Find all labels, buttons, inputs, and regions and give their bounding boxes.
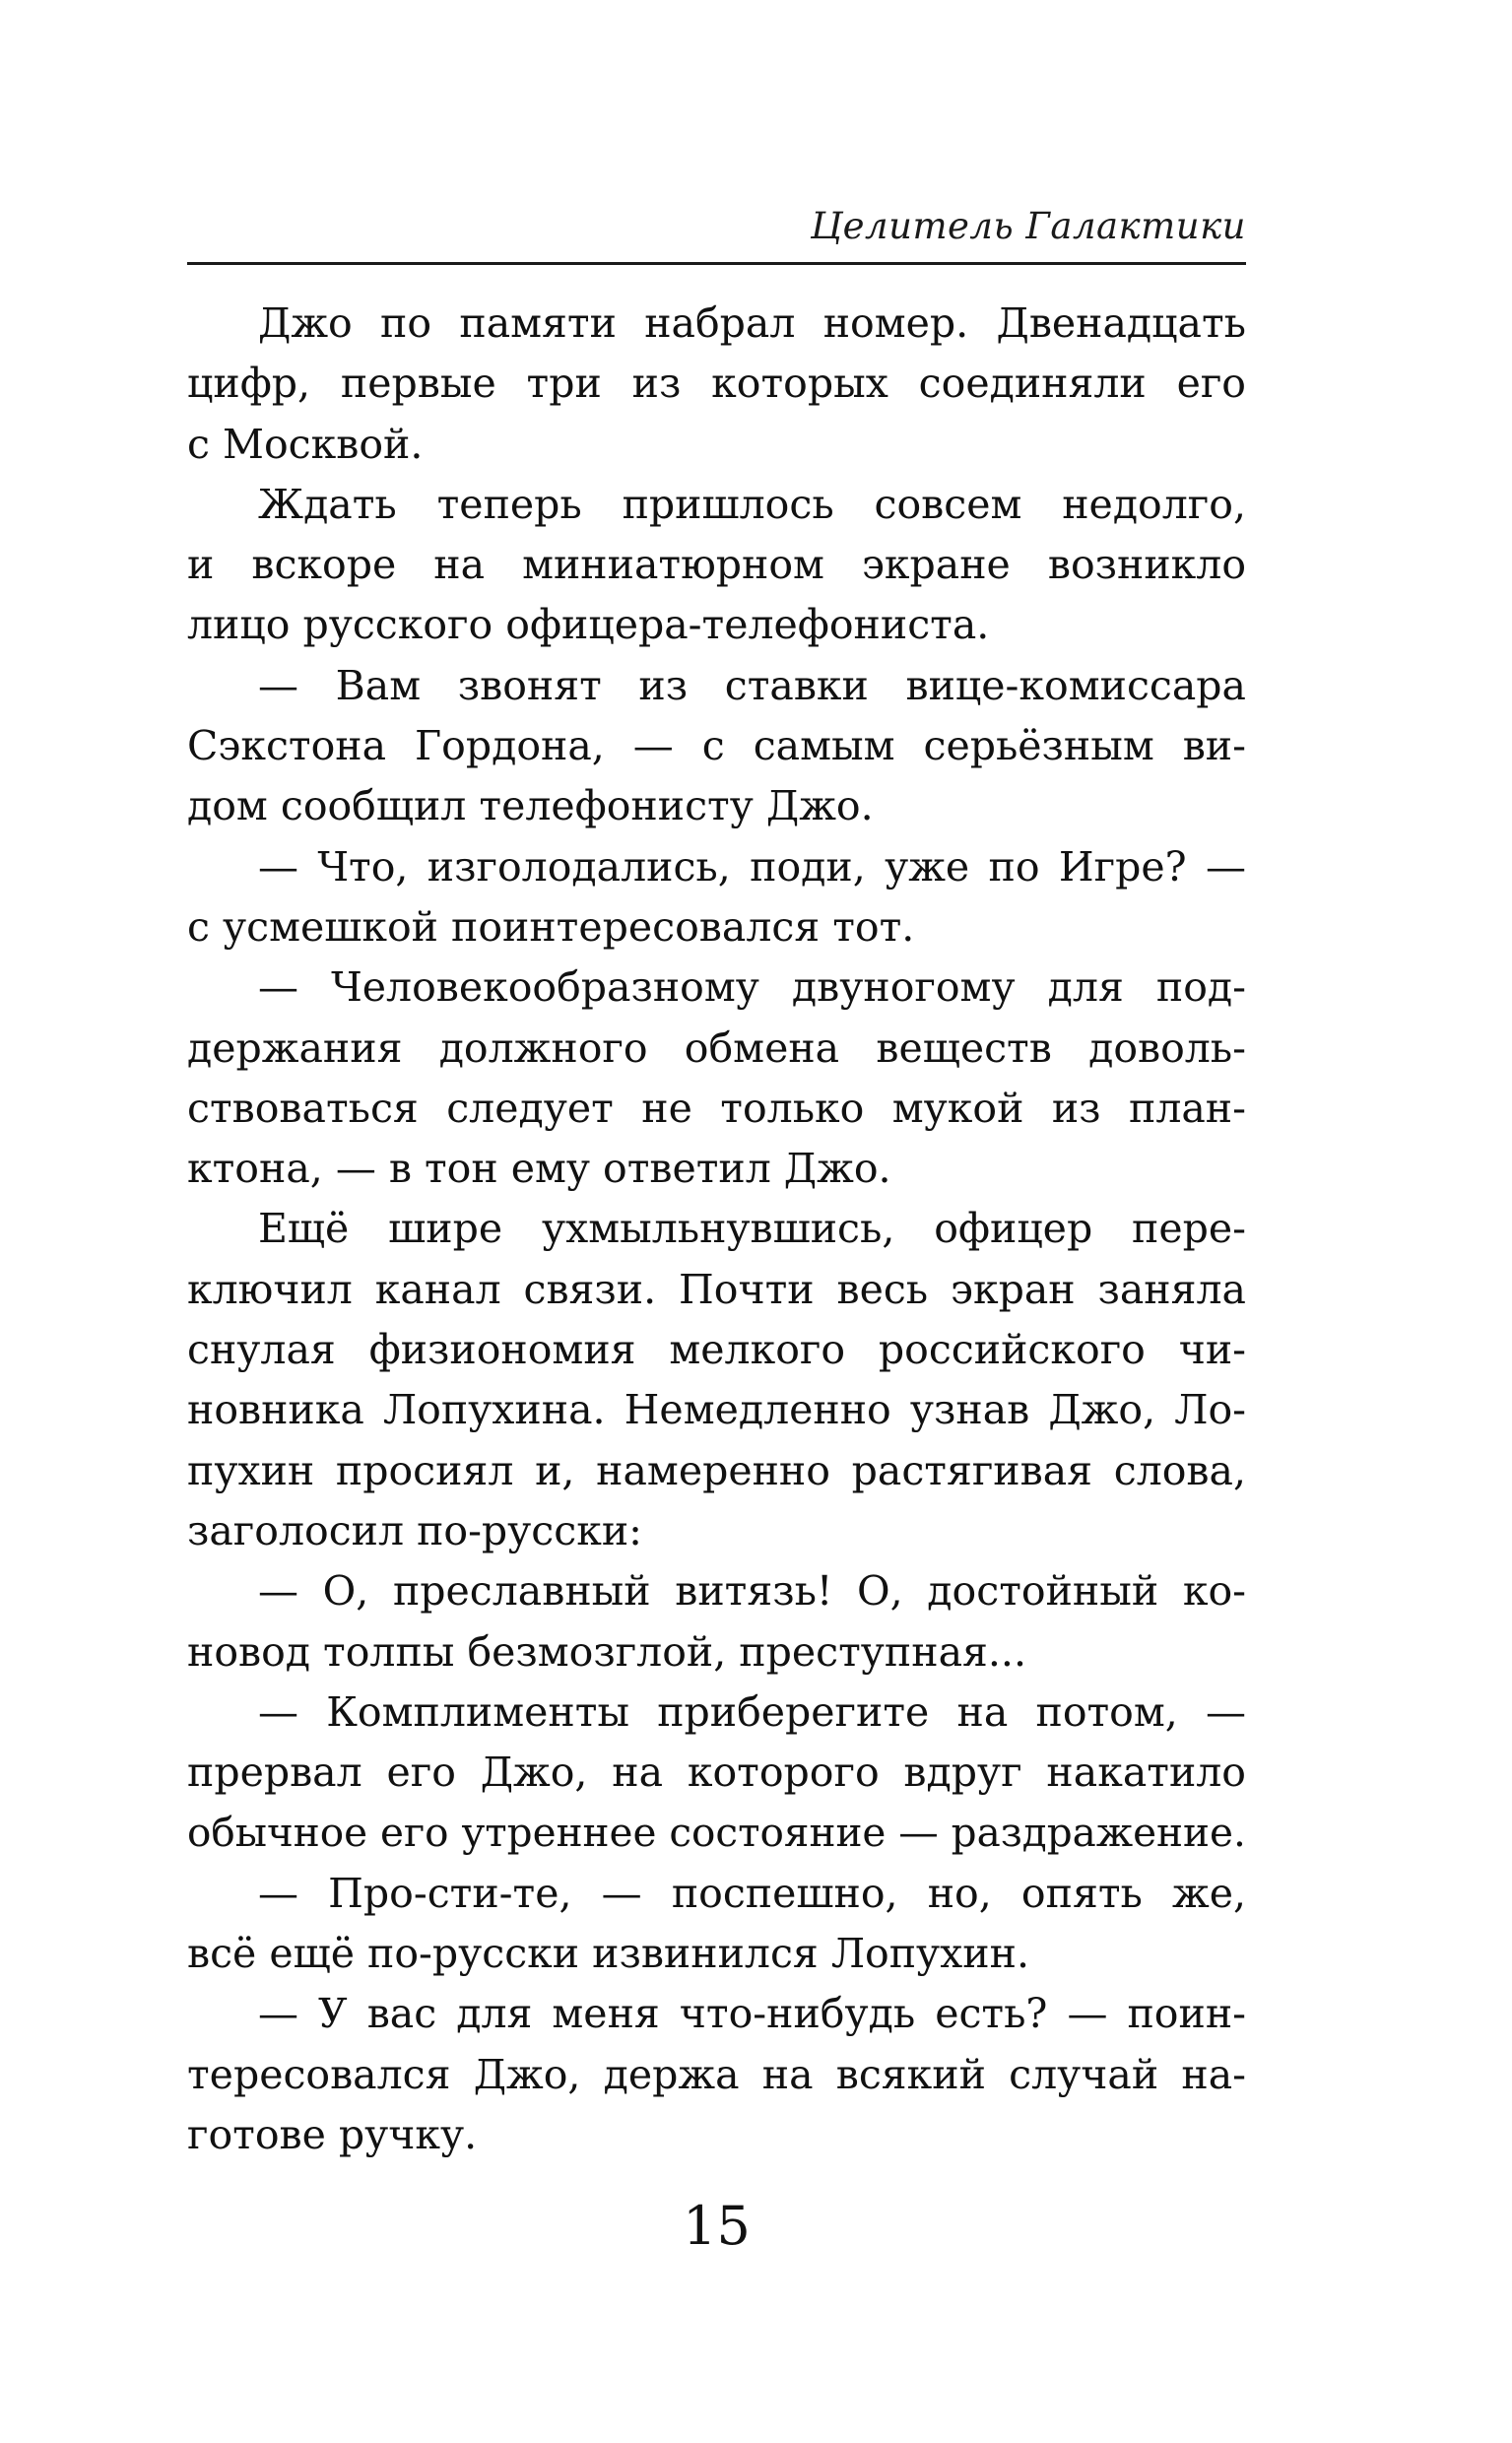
paragraph [187,656,1246,837]
text-line: ктона, — в тон ему ответил Джо. [187,1145,891,1193]
text-line: — Вам звонят из ставки вице-комиссара [258,661,1246,709]
paragraph [187,837,1246,958]
text-line: снулая физиономия мелкого российского чи- [187,1326,1246,1374]
text-line: ключил канал связи. Почти весь экран заняла [187,1265,1246,1313]
text-line: обычное его утреннее состояние — раздражение. [187,1809,1246,1857]
text-line: заголосил по-русски: [187,1506,642,1554]
text-line: — Комплименты приберегите на потом, — [258,1687,1246,1736]
header-rule [187,262,1246,265]
text-line: новод толпы безмозглой, преступная... [187,1627,1026,1676]
text-line: — Что, изголодались, поди, уже по Игре? — [258,842,1246,891]
text-line: и вскоре на миниатюрном экране возникло [187,541,1246,589]
text-line: — О, преславный витязь! О, достойный ко- [258,1567,1246,1616]
paragraph [187,1864,1246,1985]
paragraph [187,294,1246,475]
paragraph [187,1984,1246,2165]
paragraph [187,1199,1246,1561]
text-line: всё ещё по-русски извинился Лопухин. [187,1930,1029,1978]
text-line: Ещё шире ухмыльнувшись, офицер пере- [258,1205,1246,1253]
body-text [187,294,1246,2165]
text-line: лицо русского офицера-телефониста. [187,601,990,649]
text-line: — Человекообразному двуногому для под- [258,963,1246,1012]
text-line: — У вас для меня что-нибудь есть? — поин- [258,1990,1246,2038]
text-line: Ждать теперь пришлось совсем недолго, [258,480,1246,528]
text-line: цифр, первые три из которых соединяли его [187,360,1246,408]
page-number: 15 [683,2195,751,2257]
text-line: Джо по памяти набрал номер. Двенадцать [258,299,1246,347]
paragraph [187,1683,1246,1864]
text-line: дом сообщил телефонисту Джо. [187,782,874,830]
text-line: прервал его Джо, на которого вдруг накатило [187,1749,1246,1797]
text-line: с Москвой. [187,420,424,468]
text-line: готове ручку. [187,2110,478,2158]
paragraph [187,1561,1246,1683]
paragraph [187,957,1246,1199]
text-line: ствоваться следует не только мукой из план- [187,1084,1246,1132]
text-line: с усмешкой поинтересовался тот. [187,902,915,951]
text-line: тересовался Джо, держа на всякий случай на- [187,2050,1246,2098]
text-line: — Про-сти-те, — поспешно, но, опять же, [258,1869,1246,1917]
paragraph [187,475,1246,656]
text-line: Сэкстона Гордона, — с самым серьёзным ви- [187,722,1246,770]
text-line: держания должного обмена веществ доволь- [187,1023,1246,1072]
running-header-title: Целитель Галактики [810,205,1246,247]
text-line: новника Лопухина. Немедленно узнав Джо, Ло- [187,1386,1246,1434]
text-line: пухин просиял и, намеренно растягивая слова, [187,1446,1246,1494]
